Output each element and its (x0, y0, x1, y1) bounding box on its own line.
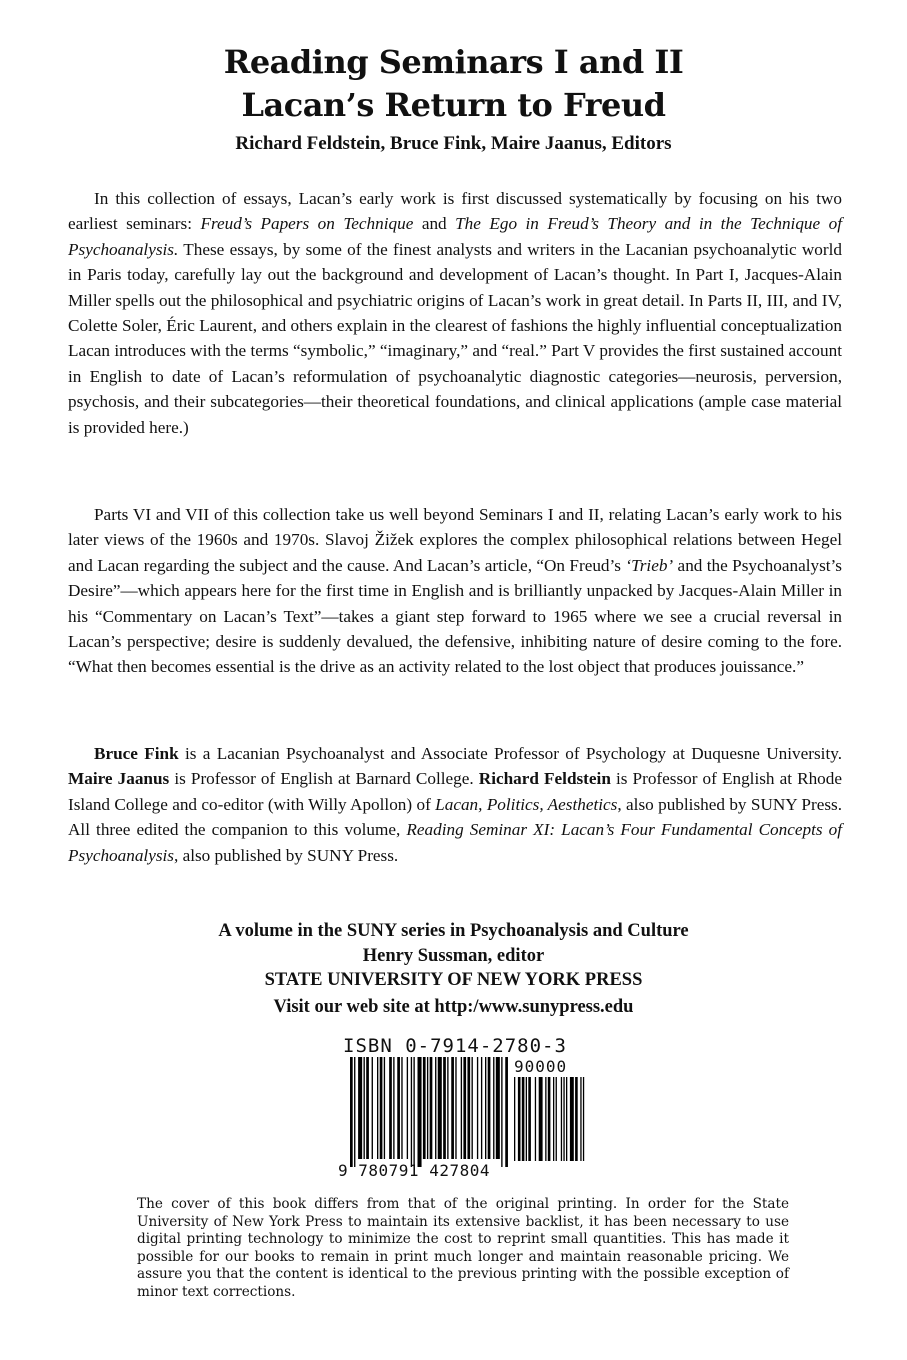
bio-text-4: , also published by SUNY Press. All three edited the companion to this volume, (68, 794, 842, 840)
bio-text-3: is Professor of English at Rhode Island College and co-editor (with Willy Apollon) of (68, 769, 842, 814)
book-title: Reading Seminars I and II (223, 43, 684, 81)
isbn-label: ISBN 0-7914-2780-3 (343, 1035, 567, 1057)
editors-line: Richard Feldstein, Bruce Fink, Maire Jaanus, Editors (235, 133, 672, 154)
bio-book-2: Reading Seminar XI: Lacan’s Four Fundamental Concepts of Psychoanalysis (68, 820, 842, 865)
bio-name-fink: Bruce Fink (94, 744, 179, 763)
printing-note: The cover of this book differs from that of the original printing. In order for the State University of New York Press to maintain its extensive backlist, it has been necessary to use digital printing technology to minimize the cost to reprint small quantities. This has made it possible for our books to remain in print much longer and maintain reasonable pricing. We assure you that the content is identical to the previous printing with the possible exception of minor text corrections. (137, 1196, 789, 1300)
publisher-line: STATE UNIVERSITY OF NEW YORK PRESS (264, 970, 643, 990)
bio-text-5: , also published by SUNY Press. (173, 845, 399, 865)
series-editor-line: Henry Sussman, editor (362, 946, 545, 966)
bio-book-1: Lacan, Politics, Aesthetics (435, 794, 618, 814)
ean-digits: 9 780791 427804 (338, 1161, 490, 1180)
p1-text-e: These essays, by some of the finest analysts and writers in the Lacanian psychoanalytic world in Paris today, carefully lay out the background and development of Lacan’s thought. In Part I, Jacques-Alain Miller spells out the philosophical and psychiatric origins of Lacan’s work in great detail. In Parts II, III, and IV, Colette Soler, Éric Laurent, and others explain in the clearest of fashions the highly influential conceptualization Lacan introduces with the terms “symbolic,” “imaginary,” and “real.” Part V provides the first sustained account in English to date of Lacan’s reformulation of psychoanalytic diagnostic categories—neurosis, perversion, psychosis, and their subcategories—their theoretical foundations, and clinical applications (ample case material is provided here.) (68, 239, 842, 437)
p2-text-a: Parts VI and VII of this collection take us well beyond Seminars I and II, relating Lacan’s early work to his later views of the 1960s and 1970s. Slavoj Žižek explores the complex philosophical relations between Hegel and Lacan regarding the subject and the cause. And Lacan’s article, “On Freud’s (68, 505, 842, 575)
addon-digits: 90000 (514, 1057, 568, 1076)
description-paragraph-2 (68, 502, 842, 680)
bio-text-2: is Professor of English at Barnard College. (169, 769, 479, 789)
editors-bio-paragraph (68, 741, 842, 868)
p1-text-c: and (413, 214, 456, 234)
description-paragraph-1 (68, 186, 842, 440)
p2-italic-trieb: ‘Trieb’ (625, 555, 674, 575)
book-subtitle: Lacan’s Return to Freud (241, 86, 666, 124)
p1-text-a: In this collection of essays, Lacan’s early work is first discussed systematically by focusing on his two earliest seminars: (68, 189, 842, 234)
website-line: Visit our web site at http:/www.sunypress.edu (273, 997, 634, 1017)
bio-name-jaanus: Maire Jaanus (68, 769, 170, 789)
bio-name-feldstein: Richard Feldstein (478, 769, 611, 789)
series-line: A volume in the SUNY series in Psychoanalysis and Culture (218, 921, 689, 941)
isbn-barcode (338, 1035, 598, 1185)
p1-book-title-1: Freud’s Papers on Technique (200, 214, 414, 234)
p1-book-title-2: The Ego in Freud’s Theory and in the Technique of Psychoanalysis. (68, 214, 842, 259)
p2-text-c: and the Psychoanalyst’s Desire”—which appears here for the first time in English and is brilliantly unpacked by Jacques-Alain Miller in his “Commentary on Lacan’s Text”—takes a giant step forward to 1965 where we see a crucial reversal in Lacan’s perspective; desire is suddenly devalued, the defensive, inhibiting nature of desire coming to the fore. “What then becomes essential is the drive as an activity related to the lost object that produces jouissance.” (68, 555, 842, 677)
bio-text-1: is a Lacanian Psychoanalyst and Associate Professor of Psychology at Duquesne University. (178, 744, 842, 763)
